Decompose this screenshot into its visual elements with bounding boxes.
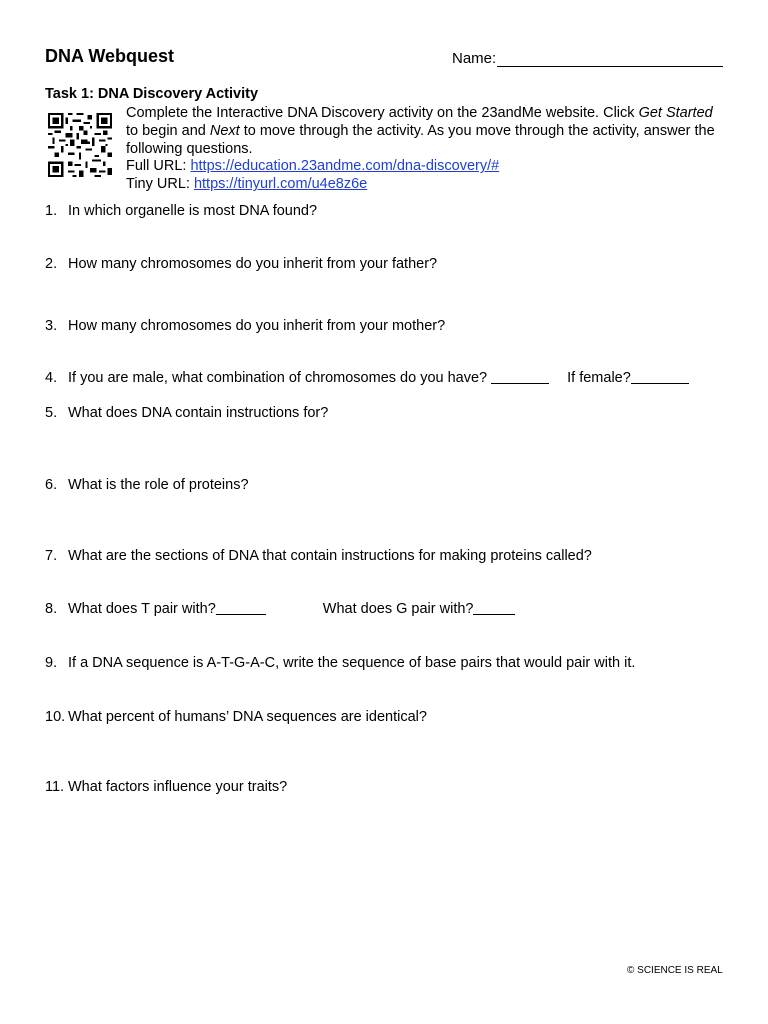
question-text: How many chromosomes do you inherit from your mother? <box>68 318 446 334</box>
answer-blank-t-pair[interactable] <box>216 601 266 615</box>
question-text: In which organelle is most DNA found? <box>68 203 318 219</box>
name-field[interactable] <box>452 50 723 67</box>
question-text: How many chromosomes do you inherit from your father? <box>68 256 438 272</box>
question-text: What percent of humans’ DNA sequences are identical? <box>68 709 427 725</box>
question-7 <box>45 548 592 564</box>
question-text: If a DNA sequence is A-T-G-A-C, write the sequence of base pairs that would pair with it. <box>68 655 636 671</box>
question-4 <box>45 370 689 386</box>
footer-copyright: © SCIENCE IS REAL <box>627 965 723 976</box>
question-text: What factors influence your traits? <box>68 779 288 795</box>
question-number: 3. <box>45 318 58 334</box>
question-number: 10. <box>45 709 66 725</box>
question-number: 6. <box>45 477 58 493</box>
question-number: 1. <box>45 203 58 219</box>
task-title: Task 1: DNA Discovery Activity <box>45 86 259 102</box>
question-9 <box>45 655 635 671</box>
question-text-g-pair: What does G pair with? <box>322 601 474 617</box>
intro-text: Complete the Interactive DNA Discovery activity on the 23andMe website. Click <box>126 105 639 121</box>
question-number: 11. <box>45 779 65 795</box>
answer-blank-g-pair[interactable] <box>473 601 515 615</box>
intro-text: to begin and <box>126 122 210 139</box>
next-term: Next <box>209 122 240 139</box>
question-3 <box>45 318 445 334</box>
question-text: If you are male, what combination of chromosomes do you have? <box>68 370 488 386</box>
question-number: 4. <box>45 370 58 386</box>
full-url-label: Full URL: <box>126 158 191 175</box>
qr-code-icon <box>48 112 112 178</box>
question-number: 8. <box>45 601 58 617</box>
get-started-term: Get Started <box>638 105 713 121</box>
question-text: What are the sections of DNA that contain instructions for making proteins called? <box>68 548 592 564</box>
question-1 <box>45 203 317 219</box>
question-text: What does T pair with? <box>68 601 216 617</box>
question-8 <box>45 601 515 617</box>
question-10 <box>45 709 427 725</box>
question-6 <box>45 477 249 493</box>
question-2 <box>45 256 437 272</box>
answer-blank-male[interactable] <box>491 370 549 384</box>
question-text-female: If female? <box>567 370 631 386</box>
full-url-link[interactable]: https://education.23andme.com/dna-discovery/# <box>190 158 500 175</box>
tiny-url-link[interactable]: https://tinyurl.com/u4e8z6e <box>193 176 368 193</box>
task-instructions <box>126 105 726 194</box>
name-label: Name: <box>452 50 497 67</box>
question-number: 2. <box>45 256 58 272</box>
answer-blank-female[interactable] <box>631 370 689 384</box>
question-5 <box>45 405 328 421</box>
page-title: DNA Webquest <box>45 46 175 66</box>
question-text: What is the role of proteins? <box>68 477 249 493</box>
question-text: What does DNA contain instructions for? <box>68 405 329 421</box>
intro-text: to move through the activity. As you move through the activity, answer the following questions. <box>126 122 715 157</box>
question-11 <box>45 779 287 795</box>
tiny-url-label: Tiny URL: <box>126 176 194 193</box>
question-number: 7. <box>45 548 58 564</box>
question-number: 5. <box>45 405 58 421</box>
question-number: 9. <box>45 655 58 671</box>
name-blank-line[interactable] <box>497 52 723 67</box>
